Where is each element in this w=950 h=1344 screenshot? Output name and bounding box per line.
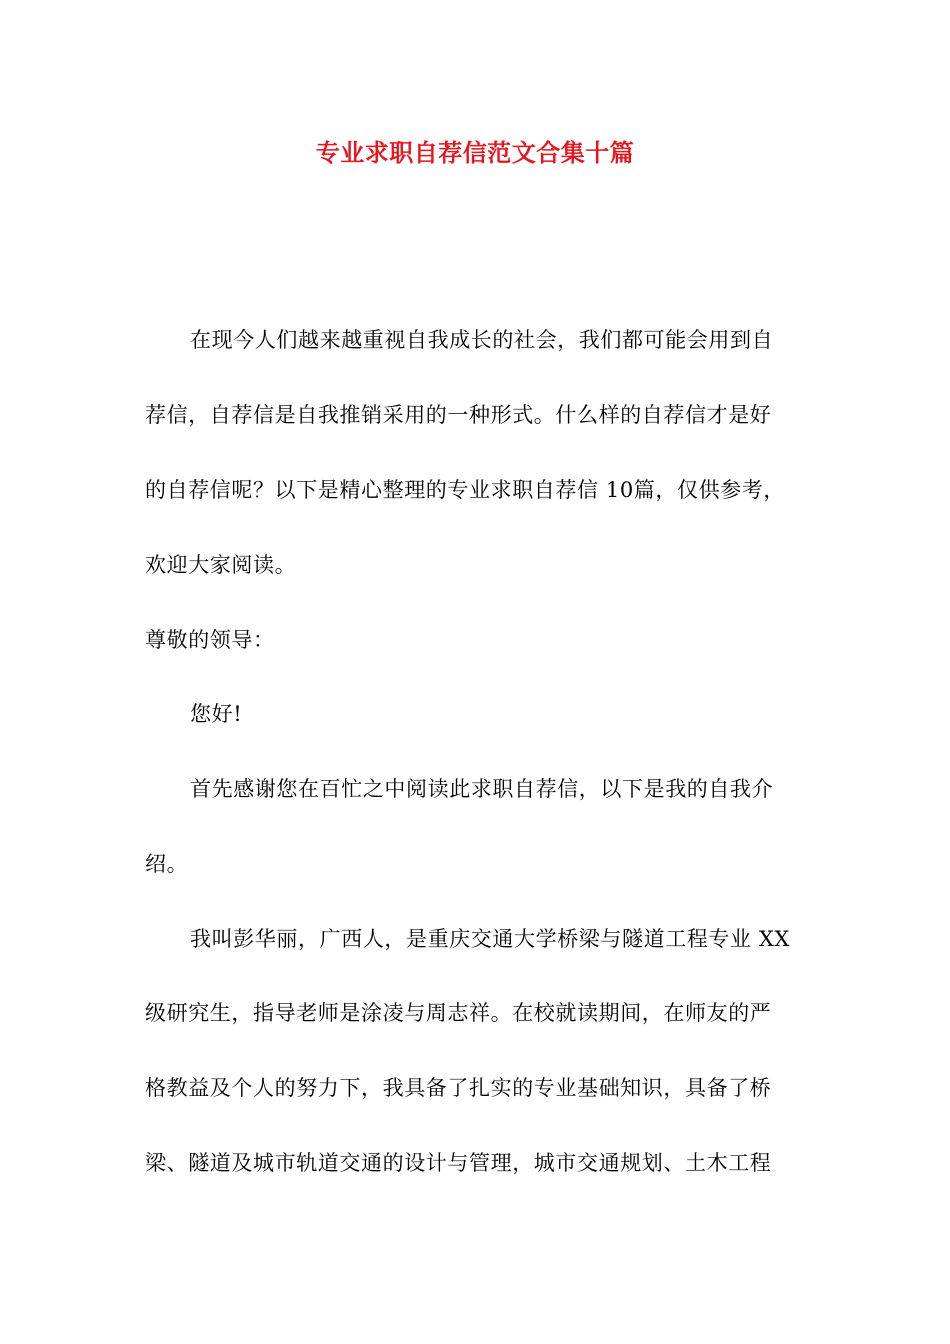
salutation: 尊敬的领导：	[145, 628, 275, 652]
paragraph-line: 梁、隧道及城市轨道交通的设计与管理，城市交通规划、土木工程	[145, 1151, 772, 1175]
paragraph-line: 格教益及个人的努力下，我具备了扎实的专业基础知识，具备了桥	[145, 1076, 772, 1100]
paragraph-line: 我叫彭华丽，广西人，是重庆交通大学桥梁与隧道工程专业 XX	[190, 927, 790, 951]
paragraph-line: 荐信，自荐信是自我推销采用的一种形式。什么样的自荐信才是好	[145, 403, 772, 427]
paragraph-line: 在现今人们越来越重视自我成长的社会，我们都可能会用到自	[190, 328, 774, 352]
paragraph-line: 绍。	[145, 852, 189, 876]
greeting: 您好!	[190, 702, 243, 726]
paragraph-line: 级研究生，指导老师是涂凌与周志祥。在校就读期间，在师友的严	[145, 1001, 772, 1025]
paragraph-line: 欢迎大家阅读。	[145, 553, 297, 577]
document-title: 专业求职自荐信范文合集十篇	[315, 139, 635, 167]
paragraph-line: 的自荐信呢？以下是精心整理的专业求职自荐信 10篇，仅供参考，	[145, 478, 785, 502]
paragraph-line: 首先感谢您在百忙之中阅读此求职自荐信，以下是我的自我介	[190, 777, 774, 801]
